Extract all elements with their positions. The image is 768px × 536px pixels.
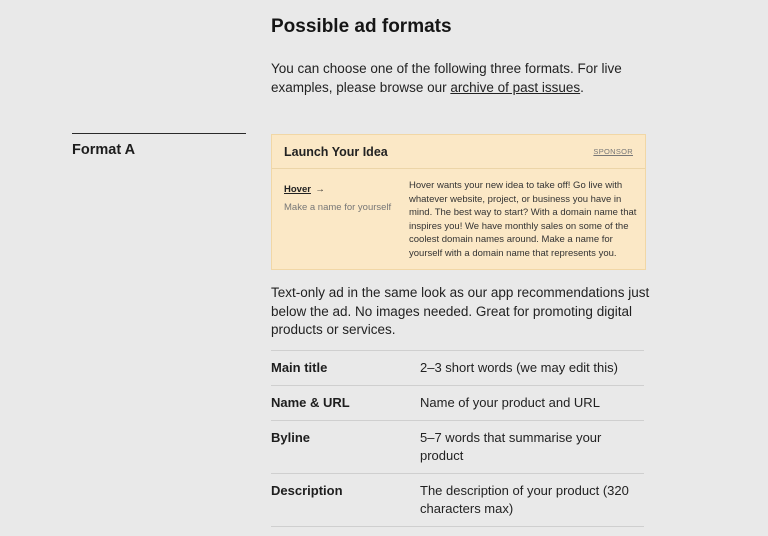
table-row (271, 351, 644, 386)
archive-link[interactable]: archive of past issues (450, 80, 581, 95)
format-a-label: Format A (72, 142, 136, 158)
intro-text-before: You can choose one of the following three formats. For live examples, please browse our (271, 61, 622, 95)
spec-key: Main title (271, 360, 328, 375)
section-divider (72, 133, 246, 134)
spec-value: The description of your product (320 characters max) (420, 483, 629, 516)
intro-text (271, 59, 651, 97)
spec-key: Description (271, 483, 343, 498)
intro-text-after: . (580, 80, 584, 95)
spec-value: Name of your product and URL (420, 395, 600, 410)
table-row (271, 474, 644, 527)
ad-header (272, 135, 645, 169)
spec-value: 5–7 words that summarise your product (420, 430, 602, 463)
table-row (271, 386, 644, 421)
sponsor-link[interactable]: SPONSOR (593, 147, 633, 156)
ad-name-link[interactable]: Hover (284, 184, 311, 195)
ad-sponsor-info (284, 179, 404, 213)
arrow-right-icon: → (315, 184, 325, 195)
ad-title: Launch Your Idea (284, 144, 388, 159)
ad-description: Hover wants your new idea to take off! Go live with whatever website, project, or business you have in mind. The best way to start? With a domain name that inspires you! We have monthly sales on some of the coolest domain names around. Make a name for yourself with a domain name that represents you. (409, 180, 637, 259)
format-a-description: Text-only ad in the same look as our app recommendations just below the ad. No images needed. Great for promoting digital products or services. (271, 285, 650, 337)
ad-preview (271, 134, 646, 270)
spec-value: 2–3 short words (we may edit this) (420, 360, 618, 375)
page-title: Possible ad formats (271, 16, 452, 37)
spec-key: Name & URL (271, 395, 350, 410)
table-row (271, 421, 644, 474)
spec-table (271, 350, 644, 527)
ad-byline: Make a name for yourself (284, 202, 392, 213)
spec-key: Byline (271, 430, 311, 445)
ad-body (272, 169, 645, 269)
